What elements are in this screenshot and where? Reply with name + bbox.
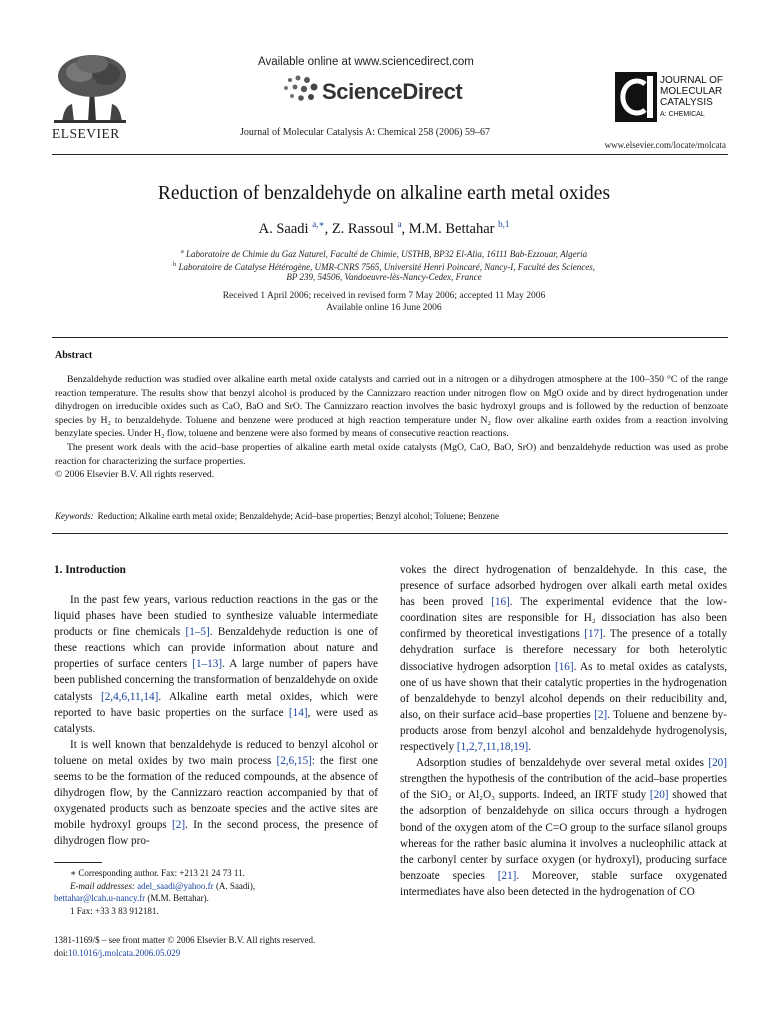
citation-link[interactable]: [20] [708, 757, 727, 770]
author-list: A. Saadi $^{a,∗}$, Z. Rassoul $^a$, M.M. Bettahar $^{b,1}$ [258, 219, 510, 237]
citation-link[interactable]: [21] [497, 869, 517, 882]
citation-link[interactable]: [2] [594, 708, 608, 721]
abstract-divider [52, 337, 728, 338]
left-column [54, 592, 378, 850]
keywords-list: Reduction; Alkaline earth metal oxide; Benzaldehyde; Acid–base properties; Benzyl alcohol; Toluene; Benzene [97, 511, 499, 521]
citation-link[interactable]: [16] [554, 660, 574, 673]
affiliation [0, 246, 768, 260]
received-dates: Received 1 April 2006; received in revised form 7 May 2006; accepted 11 May 2006 [222, 291, 546, 301]
issn-line: 1381-1169/$ – see front matter © 2006 Elsevier B.V. All rights reserved. [54, 935, 316, 945]
journal-logo-subtitle: A: CHEMICAL [660, 111, 705, 118]
section-heading: 1. Introduction [54, 564, 126, 576]
journal-logo-icon [615, 72, 657, 122]
abstract-body [55, 373, 728, 482]
sciencedirect-wordmark: ScienceDirect [322, 79, 463, 104]
affiliation-text: Laboratoire de Chimie du Gaz Naturel, Faculté de Chimie, USTHB, BP32 El-Alia, 16111 Bab-Ezzouar, Algeria [186, 249, 588, 259]
affiliation-text: BP 239, 54506, Vandoeuvre-lès-Nancy-Cedex, France [286, 272, 482, 282]
available-online-text: Available online at www.sciencedirect.com [258, 56, 474, 68]
email-note: E-mail addresses: adel_saadi@yahoo.fr (A. Saadi), [70, 880, 256, 891]
citation-link[interactable]: [1–13] [192, 658, 223, 671]
citation-link[interactable]: [2,4,6,11,14] [100, 690, 159, 703]
email-note-continued: bettahar@lcah.u-nancy.fr (M.M. Bettahar). [54, 893, 209, 903]
keywords-divider [52, 533, 728, 534]
affiliation-text: Laboratoire de Catalyse Hétérogène, UMR-CNRS 7565, Université Henri Poincaré, Nancy-I, Faculté des Sciences, [178, 262, 595, 272]
author-marks[interactable]: a [397, 219, 402, 229]
keywords-label: Keywords: [55, 511, 94, 521]
body-paragraph: In the past few years, various reduction reactions in the gas or the liquid phases have been studied to synthesize valuable intermediate products or fine chemicals [1–5]. Benzaldehyde reduction is one of these reactions which can provide information about nature and properties of surface centers [1–13]. A large number of papers have been published concerning the transformation of benzaldehyde on oxide catalysts [2,4,6,11,14]. Alkaline earth metal oxides, which were reported to have basic properties on the surface [14], were used as catalysts. [54, 594, 379, 735]
header-divider [52, 154, 728, 155]
citation-link[interactable]: [17] [584, 628, 603, 641]
author-name: A. Saadi [258, 220, 309, 237]
keywords [55, 511, 728, 521]
doi-line: doi:10.1016/j.molcata.2006.05.029 [54, 948, 181, 958]
right-column [400, 562, 727, 900]
email-link[interactable]: adel_saadi@yahoo.fr [137, 880, 214, 891]
footnote-divider [54, 862, 102, 863]
citation-link[interactable]: [16] [491, 596, 510, 609]
body-paragraph: vokes the direct hydrogenation of benzaldehyde. In this case, the presence of surface adsorbed hydrogen over alkali earth metal oxides has been proved [16]. The experimental evidence that the low-coordination sites are responsible for H₂ dissociation has also been confirmed by theoretical investigations [17]. The presence of a totally dehydration surface is therefore necessary for both heterolytic dissociative hydrogen adsorption [16]. As to metal oxides as catalysts, one of us have shown that their catalytic properties in the hydrogenation of benzaldehyde to benzyl alcohol depends on their reducibility and, also, on their surface acid–base properties [2]. Toluene and benzene by-products arose from benzyl alcohol and benzaldehyde hydrogenolysis, respectively [1,2,7,11,18,19]. [400, 564, 727, 754]
journal-reference: Journal of Molecular Catalysis A: Chemical 258 (2006) 59–67 [240, 127, 490, 138]
article-title: Reduction of benzaldehyde on alkaline earth metal oxides [157, 183, 611, 204]
citation-link[interactable]: [1–5] [185, 626, 210, 639]
affiliation-mark: a [180, 248, 184, 255]
author-name: M.M. Bettahar [408, 220, 495, 237]
doi-link[interactable]: 10.1016/j.molcata.2006.05.029 [68, 948, 181, 958]
body-paragraph: Adsorption studies of benzaldehyde over several metal oxides [20] strengthen the hypothesis of the contribution of the acid–base properties of the SiO₂ or Al₂O₃ supports. Indeed, an IRTF study [20] showed that the adsorption of benzaldehyde on silica occurs through a hydrogen bond of the oxygen atom of the C=O group to the surface silanol groups whereas for the rather basic alumina it involves a nucleophilic attack at the carbonyl center by surface oxygen (or hydroxyl), producing surface benzoate species [21]. Moreover, stable surface oxygenated intermediates have also been detected in the hydrogenation of CO [400, 757, 728, 898]
journal-logo-line: CATALYSIS [660, 97, 713, 108]
issn-doi [54, 934, 315, 960]
corresponding-author-note: ∗ Corresponding author. Fax: +213 21 24 73 11. [70, 868, 245, 878]
affiliation-continued [0, 271, 768, 283]
abstract-paragraph: Benzaldehyde reduction was studied over alkaline earth metal oxide catalysts and carried out in a nitrogen or a dihydrogen atmosphere at the 100–350 °C of the range reaction temperature. The results show that benzyl alcohol is produced by the Cannizzaro reaction under nitrogen flow on MgO oxide and by direct hydrogenation under dihydrogen on irreducible oxides such as CaO, BaO and SrO. The Cannizzaro reaction involves the basic hydroxyl groups and is followed by the reduction of benzoate species by H₂ to benzaldehyde. Toluene and benzene were produced at high reaction temperature under N₂ flow over alkaline earth oxides from a reaction involving benzylate species. Under H₂ flow, toluene and benzene were also formed by means of consecutive reaction reactions. [55, 374, 728, 440]
affiliation-mark: b [173, 261, 177, 268]
journal-url-link[interactable]: www.elsevier.com/locate/molcata [604, 140, 726, 150]
journal-logo-title [660, 75, 723, 120]
fax-note: 1 Fax: +33 3 83 912181. [70, 905, 159, 916]
journal-logo-line: JOURNAL OF [660, 75, 723, 86]
copyright: © 2006 Elsevier B.V. All rights reserved. [55, 469, 215, 481]
citation-link[interactable]: [2,6,15] [276, 754, 312, 767]
body-paragraph: It is well known that benzaldehyde is reduced to benzyl alcohol or toluene on metal oxides by two main process [2,6,15]: the first one seems to be the formation of the reduced compounds, at the absence of dihydrogen flow, by the Cannizzaro reaction accompanied by that of oxygenated products such as benzoate species and the active sites are mobile hydroxyl groups [2]. In the second process, the presence of dihydrogen flow pro- [54, 738, 378, 848]
author-name: Z. Rassoul [331, 220, 394, 237]
abstract-heading: Abstract [55, 350, 93, 361]
citation-link[interactable]: [20] [649, 789, 669, 802]
footnotes [54, 867, 378, 917]
citation-link[interactable]: [14] [288, 706, 308, 719]
citation-link[interactable]: [2] [172, 819, 186, 832]
abstract-paragraph: The present work deals with the acid–base properties of alkaline earth metal oxide catalysts (MgO, CaO, BaO, SrO) and benzaldehyde reduction was used as probe reaction for characterizing the surface properties. [55, 441, 728, 467]
email-link[interactable]: bettahar@lcah.u-nancy.fr [54, 893, 146, 903]
publisher-name: ELSEVIER [52, 126, 120, 141]
available-online-date: Available online 16 June 2006 [326, 303, 442, 313]
author-marks[interactable]: a,∗ [312, 219, 325, 229]
author-marks[interactable]: b,1 [498, 219, 510, 229]
journal-logo-line: MOLECULAR [660, 86, 723, 97]
citation-link[interactable]: [1,2,7,11,18,19] [456, 741, 529, 754]
sciencedirect-dots-icon [280, 74, 322, 106]
